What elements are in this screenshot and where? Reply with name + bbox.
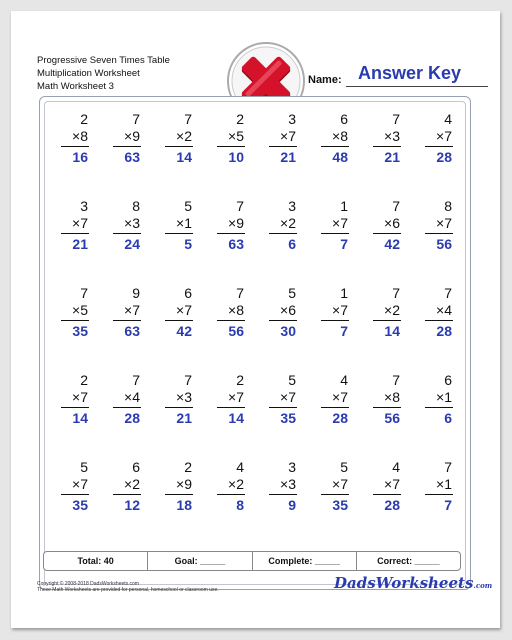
problem-item [306,103,358,190]
problem-item [358,277,410,364]
problem-item [150,103,202,190]
answer: 6 [444,410,452,426]
answer: 56 [384,410,400,426]
problem-rule [425,494,453,495]
multiplier: ×8 [332,128,348,144]
multiplicand: 5 [288,285,296,301]
problem-rule [61,146,89,147]
answer: 28 [124,410,140,426]
problem-rule [269,233,297,234]
multiplier: ×6 [280,302,296,318]
multiplier: ×4 [124,389,140,405]
problem-item [46,103,98,190]
problem-rule [113,146,141,147]
answer: 48 [332,149,348,165]
problem-item [254,451,306,538]
problem-item [306,364,358,451]
multiplier: ×9 [176,476,192,492]
problem-item [202,364,254,451]
answer: 35 [72,497,88,513]
multiplicand: 7 [236,198,244,214]
multiplicand: 7 [392,111,400,127]
answer: 35 [72,323,88,339]
answer: 21 [72,236,88,252]
copyright-notice [37,581,219,593]
problem-item [254,103,306,190]
correct-cell: Correct: _____ [377,556,440,566]
problem-rule [269,494,297,495]
problem-rule [373,320,401,321]
multiplier: ×9 [228,215,244,231]
answer: 14 [72,410,88,426]
name-field [308,63,488,87]
problem-rule [217,146,245,147]
answer: 5 [184,236,192,252]
problem-rule [61,233,89,234]
multiplicand: 3 [288,111,296,127]
problem-item [98,277,150,364]
answer: 63 [124,149,140,165]
multiplicand: 2 [80,372,88,388]
multiplicand: 5 [80,459,88,475]
problem-rule [269,407,297,408]
copyright-line-2: These Math Worksheets are provided for personal, homeschool or classroom use. [37,587,219,593]
problem-rule [373,407,401,408]
multiplier: ×7 [332,302,348,318]
problem-rule [113,320,141,321]
answer: 14 [384,323,400,339]
problems-grid [46,103,462,538]
answer: 18 [176,497,192,513]
brand-suffix: .com [473,581,493,590]
multiplier: ×3 [384,128,400,144]
multiplicand: 2 [236,111,244,127]
worksheet-page [11,11,500,628]
multiplier: ×7 [124,302,140,318]
title-line-3: Math Worksheet 3 [37,81,114,92]
answer: 16 [72,149,88,165]
multiplier: ×7 [436,215,452,231]
problem-item [410,277,462,364]
multiplicand: 9 [132,285,140,301]
multiplicand: 6 [444,372,452,388]
multiplier: ×4 [436,302,452,318]
multiplicand: 6 [340,111,348,127]
problem-item [98,103,150,190]
multiplicand: 8 [132,198,140,214]
multiplier: ×5 [72,302,88,318]
problem-item [254,364,306,451]
multiplier: ×7 [332,476,348,492]
multiplier: ×7 [332,215,348,231]
problem-item [46,277,98,364]
multiplier: ×7 [436,128,452,144]
multiplicand: 5 [288,372,296,388]
answer: 21 [280,149,296,165]
multiplicand: 7 [132,372,140,388]
problem-item [46,190,98,277]
multiplier: ×6 [384,215,400,231]
multiplier: ×8 [72,128,88,144]
multiplicand: 3 [288,198,296,214]
multiplier: ×2 [176,128,192,144]
answer-key-text: Answer Key [358,63,462,83]
problem-rule [217,407,245,408]
problem-rule [165,233,193,234]
answer: 28 [436,323,452,339]
multiplicand: 7 [392,198,400,214]
problem-rule [269,320,297,321]
multiplicand: 7 [444,285,452,301]
title-line-1: Progressive Seven Times Table [37,55,170,66]
multiplicand: 2 [236,372,244,388]
multiplicand: 5 [340,459,348,475]
multiplicand: 2 [184,459,192,475]
answer: 8 [236,497,244,513]
answer: 35 [280,410,296,426]
problem-item [46,451,98,538]
multiplier: ×9 [124,128,140,144]
complete-cell: Complete: _____ [253,552,357,570]
problem-item [306,190,358,277]
answer: 35 [332,497,348,513]
multiplier: ×7 [228,389,244,405]
title-line-2: Multiplication Worksheet [37,68,140,79]
multiplier: ×1 [436,476,452,492]
multiplicand: 4 [236,459,244,475]
answer: 12 [124,497,140,513]
problem-item [46,364,98,451]
problem-item [358,364,410,451]
multiplicand: 6 [184,285,192,301]
multiplier: ×8 [228,302,244,318]
problem-rule [113,233,141,234]
multiplicand: 5 [184,198,192,214]
answer: 42 [384,236,400,252]
problem-item [202,277,254,364]
answer: 10 [228,149,244,165]
worksheet-title [37,54,170,93]
name-underline [346,86,488,87]
answer: 56 [436,236,452,252]
multiplier: ×7 [72,389,88,405]
problem-item [150,451,202,538]
multiplier: ×2 [124,476,140,492]
problem-rule [321,320,349,321]
problem-item [358,103,410,190]
problem-rule [321,233,349,234]
problem-rule [113,494,141,495]
problem-rule [165,320,193,321]
problem-item [98,190,150,277]
multiplier: ×7 [280,389,296,405]
problem-rule [373,146,401,147]
problem-rule [113,407,141,408]
answer: 7 [340,236,348,252]
multiplicand: 1 [340,285,348,301]
problem-item [254,190,306,277]
answer: 9 [288,497,296,513]
multiplier: ×3 [280,476,296,492]
problem-rule [425,233,453,234]
problem-item [98,451,150,538]
answer: 21 [384,149,400,165]
problem-item [98,364,150,451]
multiplicand: 4 [340,372,348,388]
multiplicand: 7 [392,285,400,301]
answer: 6 [288,236,296,252]
multiplicand: 7 [184,111,192,127]
multiplier: ×5 [228,128,244,144]
problem-rule [269,146,297,147]
answer: 30 [280,323,296,339]
brand-logo [334,574,492,592]
answer: 7 [340,323,348,339]
problem-rule [61,320,89,321]
multiplicand: 7 [236,285,244,301]
problem-rule [165,407,193,408]
problem-rule [321,494,349,495]
multiplier: ×7 [176,302,192,318]
multiplicand: 8 [444,198,452,214]
multiplier: ×1 [176,215,192,231]
multiplicand: 7 [80,285,88,301]
problem-rule [425,146,453,147]
answer: 56 [228,323,244,339]
multiplicand: 7 [392,372,400,388]
problem-rule [373,233,401,234]
multiplicand: 1 [340,198,348,214]
multiplicand: 7 [132,111,140,127]
multiplicand: 4 [444,111,452,127]
problem-item [150,277,202,364]
problem-item [202,451,254,538]
answer: 63 [228,236,244,252]
problem-rule [61,407,89,408]
multiplier: ×8 [384,389,400,405]
problem-item [410,451,462,538]
multiplier: ×7 [280,128,296,144]
multiplicand: 6 [132,459,140,475]
multiplier: ×2 [228,476,244,492]
problem-item [306,451,358,538]
problem-item [410,364,462,451]
multiplicand: 3 [288,459,296,475]
brand-name: DadsWorksheets [334,574,474,592]
problem-item [410,103,462,190]
problem-item [202,190,254,277]
multiplicand: 2 [80,111,88,127]
goal-cell: Goal: _____ [148,552,252,570]
copyright-line-1: Copyright © 2008-2018 DadsWorksheets.com [37,581,139,587]
multiplicand: 7 [184,372,192,388]
multiplier: ×3 [124,215,140,231]
problem-item [306,277,358,364]
problem-rule [217,494,245,495]
problem-rule [425,320,453,321]
answer: 14 [176,149,192,165]
score-bar [43,551,461,571]
problem-item [202,103,254,190]
answer: 24 [124,236,140,252]
problem-item [150,190,202,277]
multiplier: ×7 [332,389,348,405]
problem-item [254,277,306,364]
answer: 28 [436,149,452,165]
problem-rule [217,320,245,321]
multiplier: ×7 [384,476,400,492]
name-label: Name: [308,74,342,86]
total-cell: Total: 40 [44,552,148,570]
answer: 42 [176,323,192,339]
multiplicand: 3 [80,198,88,214]
problem-rule [321,146,349,147]
problem-item [410,190,462,277]
multiplier: ×7 [72,476,88,492]
multiplier: ×2 [280,215,296,231]
multiplier: ×2 [384,302,400,318]
problem-rule [321,407,349,408]
problem-rule [425,407,453,408]
multiplicand: 4 [392,459,400,475]
answer: 21 [176,410,192,426]
multiplier: ×7 [72,215,88,231]
problem-item [150,364,202,451]
problem-rule [373,494,401,495]
answer: 28 [332,410,348,426]
multiplier: ×1 [436,389,452,405]
multiplicand: 7 [444,459,452,475]
answer: 63 [124,323,140,339]
problem-rule [165,494,193,495]
answer: 7 [444,497,452,513]
problem-item [358,190,410,277]
problem-rule [217,233,245,234]
answer: 28 [384,497,400,513]
answer: 14 [228,410,244,426]
problem-rule [165,146,193,147]
problem-item [358,451,410,538]
problem-rule [61,494,89,495]
multiplier: ×3 [176,389,192,405]
